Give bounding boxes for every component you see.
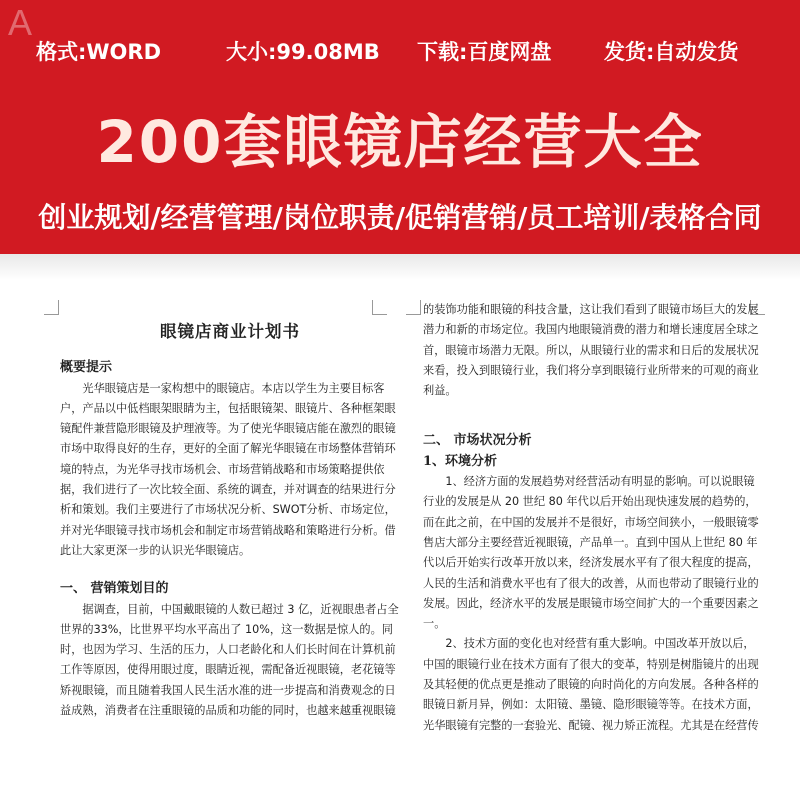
section1-heading: 一、 营销策划目的 — [60, 581, 169, 597]
item2-paragraph: 2、技术方面的变化也对经营有重大影响。中国改革开放以后，中国的眼镜行业在技术方面有了很大的变革，特别是树脂镜片的出现及其轻便的优点更是推动了眼镜的向时尚化的方向发展。各种各样的眼镜日新月异，例如：太阳镜、墨镜、隐形眼镜等等。在技术方面，光华眼镜有完整的一套验光、配镜、视力矫正流程。尤其是在经营传 — [423, 637, 759, 732]
download-label: 下载:百度网盘 — [417, 40, 552, 64]
banner-title: 200套眼镜店经营大全 — [96, 108, 704, 176]
divider-shadow — [0, 254, 800, 280]
summary-heading: 概要提示 — [60, 360, 113, 376]
document-page-right — [423, 300, 761, 736]
delivery-label: 发货:自动发货 — [604, 40, 739, 64]
watermark-logo: A — [8, 2, 33, 43]
size-label: 大小:99.08MB — [226, 40, 380, 64]
crop-mark — [406, 300, 421, 315]
summary-paragraph: 光华眼镜店是一家构想中的眼镜店。本店以学生为主要目标客户，产品以中低档眼架眼睛为主，包括眼镜架、眼镜片、各种框架眼镜配件兼营隐形眼镜及护理液等。为了使光华眼镜店能在激烈的眼镜市场中取得良好的生存，更好的全面了解光华眼镜在市场整体营销环境的特点，为光华寻找市场机会、市场营销战略和市场策略提供依据，我们进行了一次比较全面、系统的调查，并对调查的结果进行分析和策划。我们主要进行了市场状况分析、SWOT分析、市场定位，并对光华眼镜寻找市场机会和制定市场营销战略和策略进行分析。借此让大家更深一步的认识光华眼镜店。 — [60, 381, 396, 557]
crop-mark — [44, 300, 59, 315]
intro-paragraph: 的装饰功能和眼镜的科技含量，这让我们看到了眼镜市场巨大的发展潜力和新的市场定位。我国内地眼镜消费的潜力和增长速度居全球之首，眼镜市场潜力无限。所以，从眼镜行业的需求和日后的发展状况来看，投入到眼镜行业，我们将分享到眼镜行业所带来的可观的商业利益。 — [423, 303, 759, 398]
header-banner — [0, 0, 800, 254]
document-page-left — [60, 300, 400, 721]
meta-row — [0, 36, 800, 66]
item1-paragraph: 1、经济方面的发展趋势对经营活动有明显的影响。可以说眼镜行业的发展是从 20 世纪 80 年代以后开始出现快速发展的趋势的，而在此之前，在中国的发展并不是很好，市场空间狭小，一般眼镜零售店大部分主要经营近视眼镜，产品单一。直到中国从上世纪 80 年代以后开始实行改革开放以来，经济发展水平有了很大程度的提高，人民的生活和消费水平也有了很大的改善，从而也带动了眼镜行业的发展。因此，经济水平的发展是眼镜市场空间扩大的一个重要因素之一。 — [423, 475, 759, 631]
section1-paragraph: 据调查，目前，中国戴眼镜的人数已超过 3 亿，近视眼患者占全世界的33%，比世界平均水平高出了 10%，这一数据是惊人的。同时，也因为学习、生活的压力，人口老龄化和人们长时间在计算机前工作等原因，使得用眼过度，眼睛近视，需配备近视眼镜，老花镜等矫视眼镜，而且随着我国人民生活水准的进一步提高和消费观念的日益成熟，消费者在注重眼镜的品质和功能的同时，也越来越重视眼镜 — [60, 602, 399, 718]
section2-heading: 二、 市场状况分析 — [423, 433, 532, 449]
document-title: 眼镜店商业计划书 — [160, 322, 300, 341]
env-heading: 1、环境分析 — [423, 453, 498, 469]
category-list: 创业规划/经营管理/岗位职责/促销营销/员工培训/表格合同 — [38, 201, 762, 234]
format-label: 格式:WORD — [36, 40, 162, 64]
